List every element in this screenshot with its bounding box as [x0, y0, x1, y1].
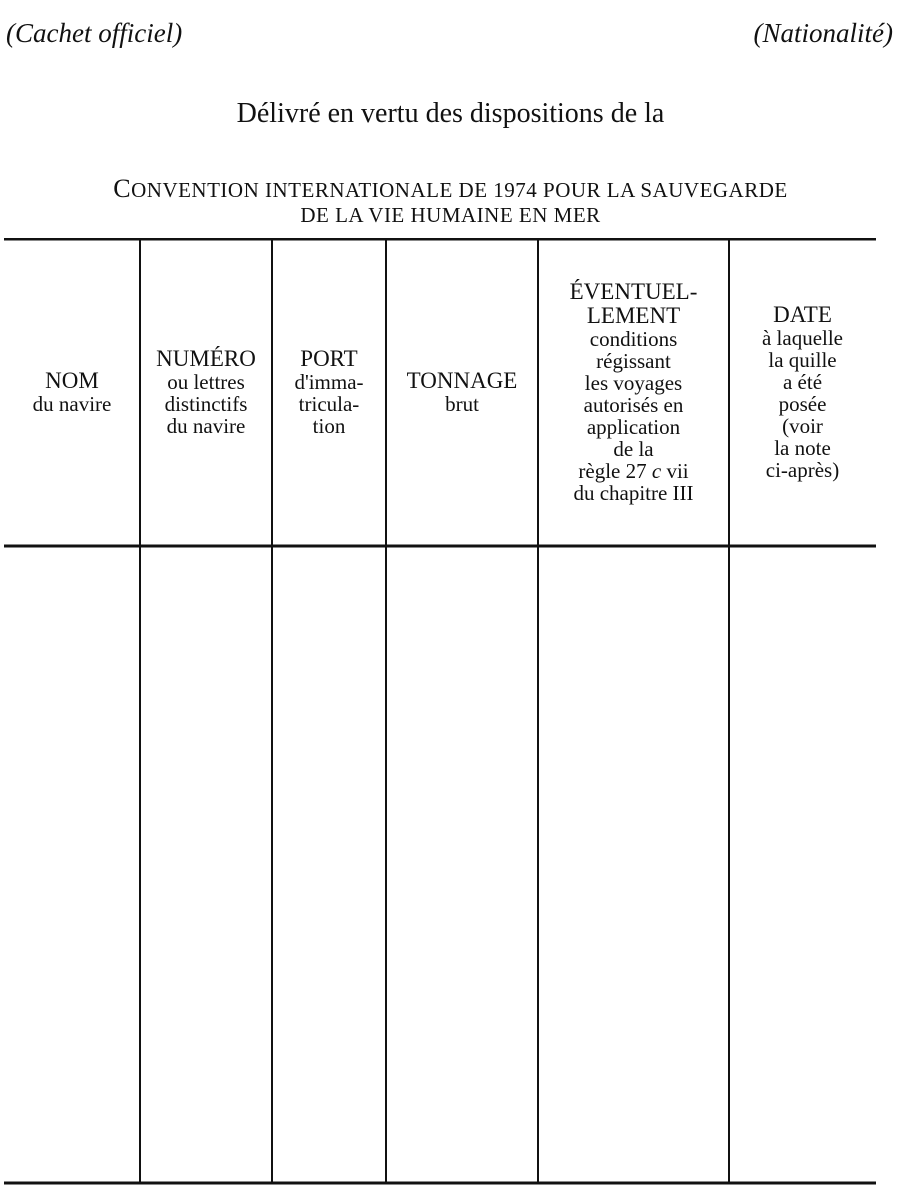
column-header-name [4, 240, 140, 544]
column-header-number [140, 240, 272, 544]
header-line: autorisés en [583, 393, 684, 417]
header-line: distinctifs [164, 392, 248, 416]
header-line: du navire [166, 414, 246, 438]
entry-cell-keel-date[interactable] [731, 550, 874, 1180]
column-header-tonnage [386, 240, 538, 544]
convention-title-line1 [0, 174, 901, 204]
header-line: NOM [45, 368, 99, 393]
rule-prefix: règle 27 [578, 459, 652, 483]
column-header-keel-date [729, 240, 876, 544]
header-rule-reference [570, 460, 698, 482]
convention-title-line2: DE LA VIE HUMAINE EN MER [300, 203, 601, 227]
header-line: brut [445, 392, 479, 416]
column-header-port [272, 240, 386, 544]
header-line: NUMÉRO [156, 346, 256, 371]
entry-cell-number[interactable] [142, 550, 270, 1180]
header-line: d'imma- [294, 370, 364, 394]
issued-under-line: Délivré en vertu des dispositions de la [236, 98, 665, 129]
header-line: du chapitre III [573, 481, 694, 505]
entry-cell-conditions[interactable] [540, 550, 727, 1180]
header-line: tion [312, 414, 346, 438]
entry-cell-port[interactable] [274, 550, 384, 1180]
stamp-label: (Cachet officiel) [6, 18, 183, 48]
header-line: régissant [596, 349, 671, 373]
entry-cell-name[interactable] [6, 550, 138, 1180]
nationality-label: (Nationalité) [753, 18, 893, 48]
header-line: du navire [32, 392, 112, 416]
header-line: ÉVENTUEL- [569, 279, 698, 304]
header-line: TONNAGE [406, 368, 518, 393]
column-header-conditions [538, 240, 729, 544]
convention-title-rest: ONVENTION INTERNATIONALE DE 1974 POUR LA SAUVEGARDE [131, 178, 788, 202]
header-line: LEMENT [586, 303, 681, 328]
header-line: (voir [782, 414, 823, 438]
ship-particulars-table [0, 238, 901, 1185]
convention-initial: C [113, 174, 132, 203]
header-line: ci-après) [765, 458, 840, 482]
entry-cell-tonnage[interactable] [388, 550, 536, 1180]
header-line: la quille [768, 348, 837, 372]
header-line: tricula- [298, 392, 360, 416]
header-line: a été [782, 370, 823, 394]
header-line: les voyages [584, 371, 683, 395]
rule-letter: c [651, 459, 662, 483]
header-line: de la [613, 437, 654, 461]
header-line: posée [778, 392, 827, 416]
header-line: PORT [300, 346, 358, 371]
header-line: conditions [589, 327, 678, 351]
header-line: à laquelle [761, 326, 844, 350]
header-line: DATE [773, 302, 832, 327]
header-line: ou lettres [167, 370, 245, 394]
header-line: la note [774, 436, 831, 460]
rule-suffix: vii [661, 459, 689, 483]
header-line: application [586, 415, 681, 439]
